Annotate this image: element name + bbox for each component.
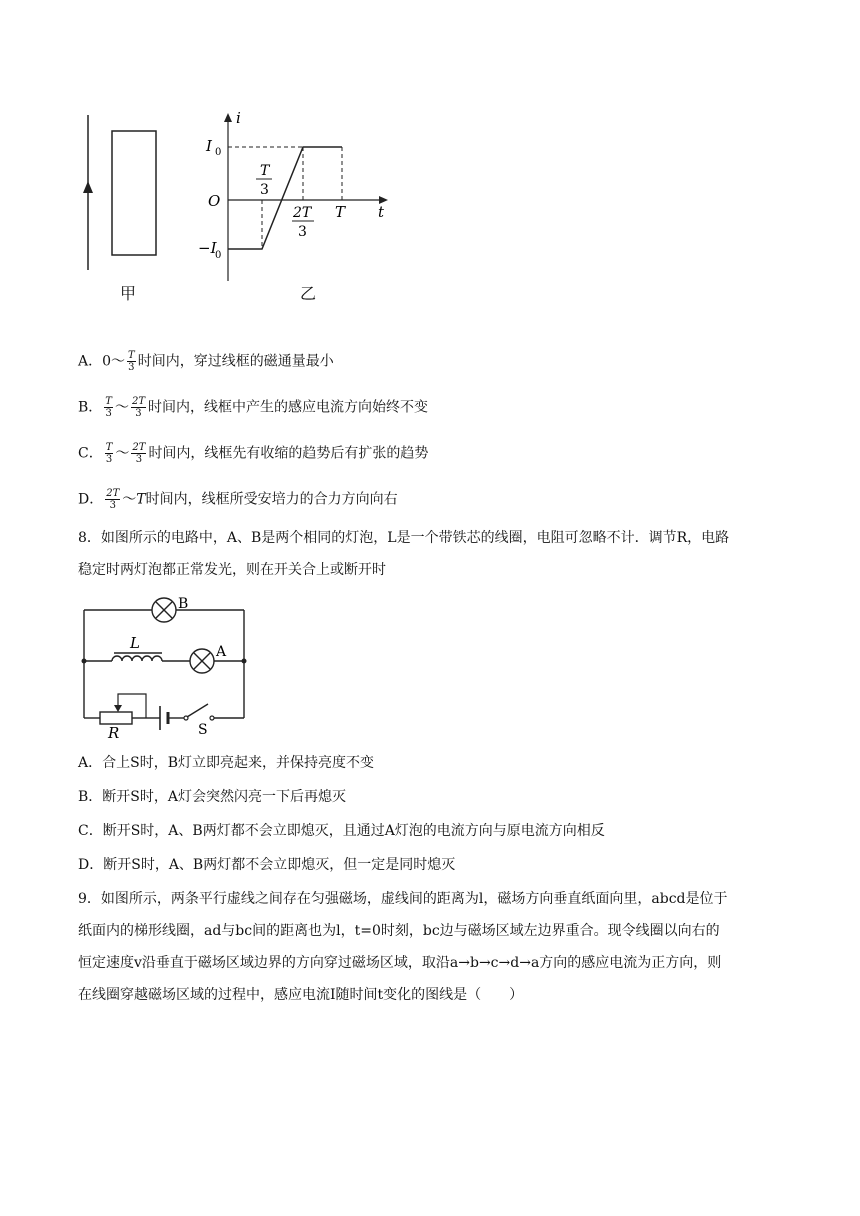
- svg-text:0: 0: [215, 147, 222, 158]
- q7-option-c: C． $\frac{T}{3}$ ～ $\frac{2T}{3}$ 时间内，线框先有收缩的趋势后有扩张的趋势: [78, 442, 429, 465]
- rheostat-icon: [100, 712, 132, 724]
- origin-label: O: [208, 192, 221, 210]
- label-R: R: [108, 724, 120, 742]
- current-arrow-icon: [83, 181, 93, 193]
- q8-option-d: D．断开S时，A、B两灯都不会立即熄灭，但一定是同时熄灭: [78, 857, 456, 873]
- T-label: T: [335, 203, 346, 221]
- q8-stem: [78, 522, 786, 586]
- frac-2T3-den: 3: [298, 224, 307, 240]
- current-curve: [228, 147, 342, 249]
- label-L: L: [130, 634, 140, 652]
- label-B: B: [178, 596, 189, 612]
- q9-stem: [78, 883, 786, 1011]
- label-S: S: [198, 722, 208, 738]
- q8-stem-line1: 8．如图所示的电路中，A、B是两个相同的灯泡，L是一个带铁芯的线圈，电阻可忽略不计．调节R，电路: [78, 530, 730, 546]
- q8-option-c: C．断开S时，A、B两灯都不会立即熄灭，且通过A灯泡的电流方向与原电流方向相反: [78, 823, 605, 839]
- label-A: A: [216, 644, 227, 660]
- frac-2T3-num: 2T: [293, 205, 312, 221]
- q9-stem-line2: 纸面内的梯形线圈，ad与bc间的距离也为l，t=0时刻，bc边与磁场区域左边界重合。现令线圈以向右的: [78, 923, 720, 939]
- wire-loop: [112, 131, 156, 255]
- q7-option-a: A．0～ $\frac{T}{3}$ 时间内，穿过线框的磁通量最小: [78, 350, 334, 373]
- q8-option-a: A．合上S时，B灯立即亮起来，并保持亮度不变: [78, 755, 374, 771]
- t-axis-label: t: [378, 203, 385, 221]
- figure-jia-caption: 甲: [120, 284, 137, 303]
- circuit-diagram: [74, 592, 274, 742]
- frac-T3-den: 3: [260, 182, 269, 198]
- svg-text:0: 0: [215, 250, 222, 261]
- switch-icon: [187, 704, 208, 717]
- q8-option-b: B．断开S时，A灯会突然闪亮一下后再熄灭: [78, 789, 346, 805]
- q7-option-b: B． $\frac{T}{3}$ ～ $\frac{2T}{3}$ 时间内，线框中产生的感应电流方向始终不变: [78, 396, 429, 419]
- figure-yi-caption: 乙: [300, 284, 317, 303]
- coil-icon: [112, 656, 162, 661]
- I0-label: I: [206, 137, 212, 155]
- i-axis-label: i: [236, 109, 241, 127]
- q9-stem-line3: 恒定速度v沿垂直于磁场区域边界的方向穿过磁场区域，取沿a→b→c→d→a方向的感应电流为正方向，则: [78, 955, 722, 971]
- q9-stem-line4: 在线圈穿越磁场区域的过程中，感应电流I随时间t变化的图线是（ ）: [78, 987, 524, 1003]
- q7-option-d: D． $\frac{2T}{3}$ ～T时间内，线框所受安培力的合力方向向右: [78, 488, 398, 511]
- q9-stem-line1: 9．如图所示，两条平行虚线之间存在匀强磁场，虚线间的距离为l，磁场方向垂直纸面向里，abcd是位于: [78, 891, 728, 907]
- i-axis-arrow-icon: [224, 113, 232, 122]
- neg-I0-label: −I: [198, 239, 217, 257]
- figure-1: [70, 105, 400, 305]
- frac-T3-num: T: [260, 163, 270, 179]
- q8-stem-line2: 稳定时两灯泡都正常发光，则在开关合上或断开时: [78, 562, 386, 578]
